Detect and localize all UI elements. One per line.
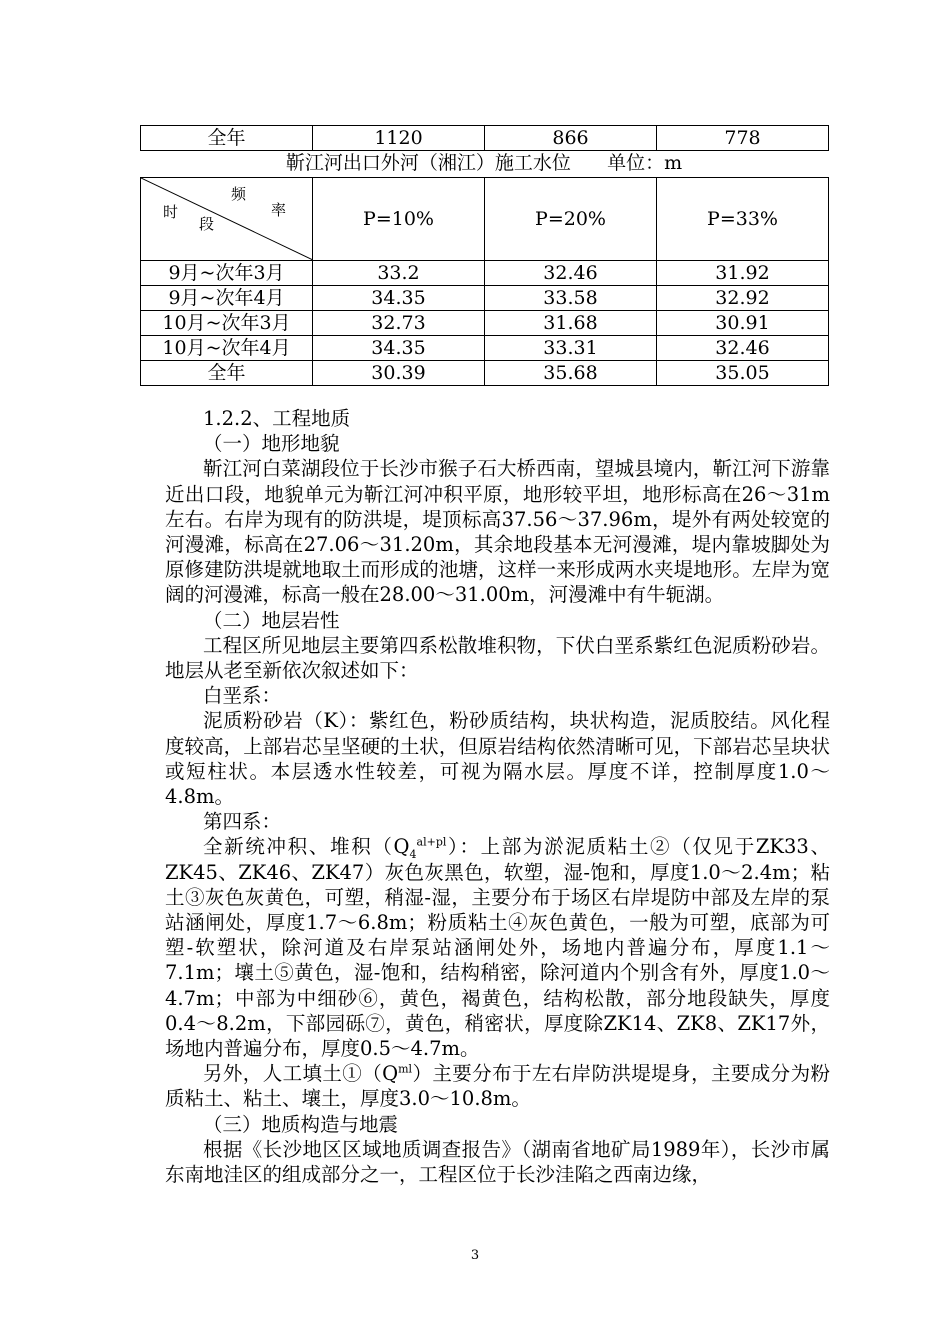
page-number: 3 — [470, 1248, 480, 1263]
table-cell: 33.2 — [313, 261, 485, 286]
superscript: al+pl — [416, 835, 447, 849]
paragraph: 泥质粉砂岩（K）：紫红色，粉砂质结构，块状构造，泥质胶结。风化程度较高，上部岩芯呈坚硬的土状，但原岩结构依然清晰可见，下部岩芯呈块状或短柱状。本层透水性较差，可视为隔水层。厚度不详，控制厚度1.0～4.8m。 — [165, 709, 830, 809]
column-header: P=33% — [657, 178, 829, 261]
table-cell: 1120 — [313, 126, 485, 151]
paragraph: 工程区所见地层主要第四系松散堆积物，下伏白垩系紫红色泥质粉砂岩。地层从老至新依次叙述如下： — [165, 633, 830, 683]
diag-label-time: 时 — [163, 203, 179, 221]
diag-label-rate: 率 — [271, 201, 287, 219]
diagonal-header-cell — [141, 178, 313, 261]
subsection-title: （二）地层岩性 — [203, 608, 340, 632]
period-cell: 全年 — [141, 361, 313, 386]
period-cell: 10月~次年4月 — [141, 336, 313, 361]
table-cell: 866 — [485, 126, 657, 151]
text-run: ）主要分布于左右岸防洪堤堤身，主要成分为粉质粘土、粘土、壤土，厚度3.0～10.8m。 — [165, 1062, 830, 1111]
table-cell: 32.73 — [313, 311, 485, 336]
column-header: P=10% — [313, 178, 485, 261]
text-run: 另外，人工填土①（Q — [203, 1062, 399, 1086]
diag-label-frequency: 频 — [231, 185, 247, 203]
superscript: ml — [398, 1062, 413, 1076]
table-row — [141, 261, 829, 286]
paragraph: 靳江河白菜湖段位于长沙市猴子石大桥西南，望城县境内，靳江河下游靠近出口段，地貌单元为靳江河冲积平原，地形较平坦，地形标高在26～31m左右。右岸为现有的防洪堤，堤顶标高37.56～37.96m，堤外有两处较宽的河漫滩，标高在27.06～31.20m，其余地段基本无河漫滩，堤内靠坡脚处为原修建防洪堤就地取土而形成的池塘，这样一来形成两水夹堤地形。左岸为宽阔的河漫滩，标高一般在28.00～31.00m，河漫滩中有牛轭湖。 — [165, 457, 830, 607]
table-cell: 32.46 — [485, 261, 657, 286]
period-cell: 10月~次年3月 — [141, 311, 313, 336]
construction-water-level-table — [140, 177, 829, 386]
table-cell: 32.46 — [657, 336, 829, 361]
table-row — [141, 311, 829, 336]
paragraph — [165, 1061, 830, 1111]
table-cell: 34.35 — [313, 336, 485, 361]
table-cell: 33.31 — [485, 336, 657, 361]
table-cell: 778 — [657, 126, 829, 151]
table-header-row — [141, 178, 829, 261]
table-cell: 34.35 — [313, 286, 485, 311]
paragraph: 根据《长沙地区区域地质调查报告》（湖南省地矿局1989年），长沙市属东南地洼区的组成部分之一，工程区位于长沙洼陷之西南边缘， — [165, 1137, 830, 1187]
subsection-title: （一）地形地貌 — [203, 432, 340, 456]
table-cell: 33.58 — [485, 286, 657, 311]
table-cell: 31.92 — [657, 261, 829, 286]
section-title: 1.2.2、工程地质 — [203, 407, 351, 430]
table-row — [141, 126, 829, 151]
paragraph — [165, 834, 830, 1061]
table-cell: 32.92 — [657, 286, 829, 311]
table-row — [141, 336, 829, 361]
table-cell: 31.68 — [485, 311, 657, 336]
stratum-label: 第四系： — [203, 810, 282, 834]
table-cell: 35.05 — [657, 361, 829, 386]
period-cell: 9月~次年4月 — [141, 286, 313, 311]
subscript: 4 — [409, 848, 417, 862]
stratum-label: 白垩系： — [203, 684, 282, 708]
table-cell: 35.68 — [485, 361, 657, 386]
table-caption: 靳江河出口外河（湘江）施工水位 单位：m — [285, 152, 683, 174]
yearly-summary-table — [140, 125, 829, 151]
text-run: 全新统冲积、堆积（Q — [203, 835, 410, 859]
column-header: P=20% — [485, 178, 657, 261]
diag-label-period: 段 — [199, 215, 215, 233]
table-cell: 30.91 — [657, 311, 829, 336]
period-cell: 9月~次年3月 — [141, 261, 313, 286]
table-cell: 30.39 — [313, 361, 485, 386]
row-label: 全年 — [141, 126, 313, 151]
table-row — [141, 361, 829, 386]
table-row — [141, 286, 829, 311]
subsection-title: （三）地质构造与地震 — [203, 1112, 399, 1136]
document-body — [165, 406, 830, 1187]
text-run: ）：上部为淤泥质粘土②（仅见于ZK33、ZK45、ZK46、ZK47）灰色灰黑色，软塑，湿-饱和，厚度1.0～2.4m；粘土③灰色灰黄色，可塑，稍湿-湿，主要分布于场区右岸堤防中部及左岸的泵站涵闸处，厚度1.7～6.8m；粉质粘土④灰色黄色，一般为可塑，底部为可塑-软塑状，除河道及右岸泵站涵闸处外，场地内普遍分布，厚度1.1～7.1m；壤土⑤黄色，湿-饱和，结构稍密，除河道内个别含有外，厚度1.0～4.7m；中部为中细砂⑥，黄色，褐黄色，结构松散，部分地段缺失，厚度0.4～8.2m，下部园砾⑦，黄色，稍密状，厚度除ZK14、ZK8、ZK17外，场地内普遍分布，厚度0.5～4.7m。 — [165, 835, 830, 1061]
